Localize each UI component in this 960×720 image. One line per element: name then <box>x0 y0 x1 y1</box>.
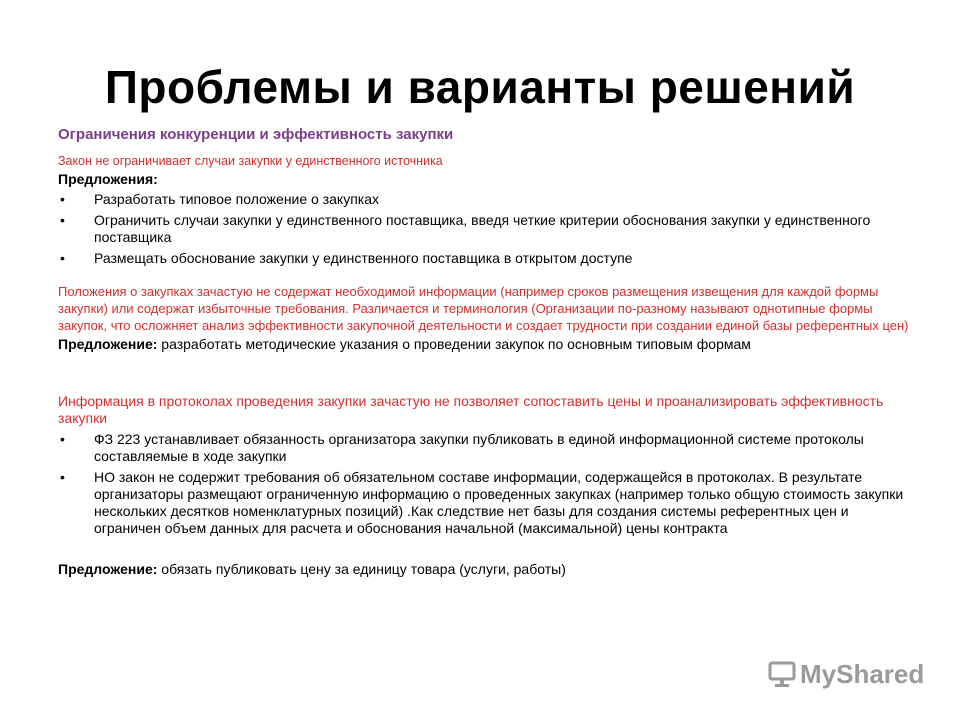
list-item: • НО закон не содержит требования об обязательном составе информации, содержащейся в протоколах. В результате организаторы размещают ограниченную информацию о проведенных закупках (например только общую стоимость закупки нескольких десятков номенклатурных позиций) .Как следствие нет базы для создания системы референтных цен и ограничен объем данных для расчета и обоснования начальной (максимальной) цены контракта <box>60 469 904 536</box>
proposal-3: Предложение: обязать публиковать цену за единицу товара (услуги, работы) <box>58 561 566 577</box>
proposals-list-1 <box>58 191 918 267</box>
proposal-2: Предложение: разработать методические указания о проведении закупок по основным типовым формам <box>58 336 751 352</box>
facts-list-3 <box>58 431 918 537</box>
proposals-label: Предложения: <box>58 171 158 187</box>
slide-subtitle: Ограничения конкуренции и эффективность закупки <box>58 126 454 143</box>
list-item: • Разработать типовое положение о закупках <box>60 191 380 207</box>
watermark-text: MyShared <box>800 658 925 689</box>
list-item: • Ограничить случаи закупки у единственного поставщика, введя четкие критерии обоснования закупки у единственного поставщика <box>60 212 871 245</box>
watermark <box>768 656 924 692</box>
issue-1: Закон не ограничивает случаи закупки у единственного источника <box>58 154 443 168</box>
list-item: • Размещать обоснование закупки у единственного поставщика в открытом доступе <box>60 250 633 266</box>
list-item: • ФЗ 223 устанавливает обязанность организатора закупки публиковать в единой информационной системе протоколы составляемые в ходе закупки <box>60 431 864 464</box>
issue-2: Положения о закупках зачастую не содержат необходимой информации (например сроков размещения извещения для каждой формы закупки) или содержат избыточные требования. Различается и терминология (Организации по-разному называют однотипные формы закупок, что осложняет анализ эффективности закупочной деятельности и создает трудности при создании единой базы референтных цен) <box>58 284 909 333</box>
slide-title: Проблемы и варианты решений <box>104 61 856 113</box>
slides-logo-icon <box>768 660 796 688</box>
issue-3: Информация в протоколах проведения закупки зачастую не позволяет сопоставить цены и проанализировать эффективность закупки <box>58 393 884 426</box>
slide-content <box>58 126 918 578</box>
